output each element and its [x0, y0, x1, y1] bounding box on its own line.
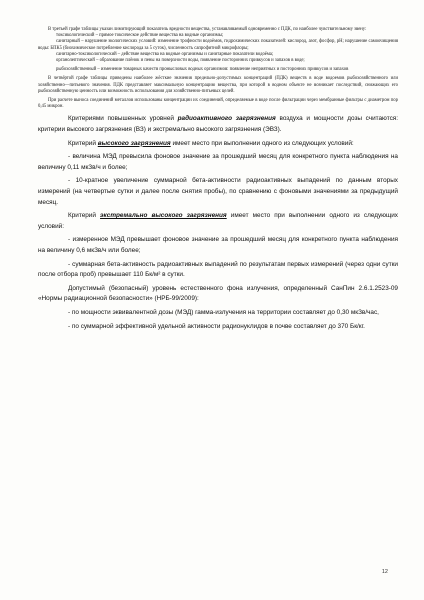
paragraph-extreme-contamination: Критерий экстремально высокого загрязнения имеет место при выполнении одного из следующих условий: — [38, 212, 399, 230]
paragraph-gamma-dose: - по мощности эквивалентной дозы (МЭД) гамма-излучения на территории составляет до 0,30 мкЗв/час, — [68, 308, 379, 316]
paragraph-metal-calculation: При расчете выноса соединений металлов использованы концентрации их соединений, определяемые в воде после фильтрации через мембранные фильтры с диаметром пор 0,45 микрон. — [38, 98, 398, 110]
footnote-section — [38, 27, 398, 110]
paragraph-sanitary: санитарный – нарушение экологических условий: изменение трофности водоёмов, гидрохимических показателей: кислород, азот, фосфор, рН; нарушение самоочищения воды: БПК5 (биохимическое потребление кислорода за 5 суток), численность сапрофитной микрофлоры; — [38, 39, 398, 51]
paragraph-sanitary-toxicological: санитарно-токсикологический – действие вещества на водные организмы и санитарные показатели водоёма; — [56, 51, 274, 57]
paragraph-organoleptic: органолептический – образование плёнок и пены на поверхности воды, появление посторонних привкусов и запахов в воде; — [56, 58, 305, 64]
paragraph-high-contamination: Критерий высокого загрязнения имеет место при выполнении одного из следующих условий: — [68, 139, 354, 147]
paragraph-permissible-level: Допустимый (безопасный) уровень естественного фона излучения, определенный СанПин 2.6.1.2523-09 «Нормы радиационной безопасности» (НРБ-99/2009): — [38, 284, 398, 303]
page-content — [38, 27, 398, 332]
paragraph-condition-beta: - 10-кратное увеличение суммарной бета-активности радиоактивных выпадений по данным вторых измерений (на четвертые сутки и далее после снятия пробы), по сравнению с фоновыми значениями за предыдущий месяц. — [38, 177, 398, 206]
paragraph-toxicological: токсикологический – прямое токсическое действие вещества на водные организмы; — [56, 33, 224, 39]
paragraph-soil-activity: - по суммарной эффективной удельной активности радионуклидов в почве составляет до 370 Бк/кг. — [68, 322, 365, 330]
paragraph-fishery: рыбохозяйственный – изменение товарных качеств промысловых водных организмов: появление неприятных и посторонних привкусов и запахов — [56, 67, 349, 73]
paragraph-extreme-beta: - суммарная бета-активность радиоактивных выпадений по результатам первых измерений (через одни сутки после отбора проб) превышает 110 Бк/м² в сутки. — [38, 260, 398, 279]
paragraph-condition-med: - величина МЭД превысила фоновое значение за прошедший месяц для конкретного пункта наблюдения на величину 0,11 мкЗв/ч и более; — [38, 153, 398, 171]
emphasis-radioactive-contamination: радиоактивного загрязнения — [177, 115, 276, 123]
paragraph-extreme-med: - измеренное МЭД превышает фоновое значение за прошедший месяц для конкретного пункта наблюдения на величину 0,6 мкЗв/ч или более; — [38, 236, 398, 254]
paragraph-mpc-description: В четвёртой графе таблицы приведены наиболее жёсткие значения предельно-допустимых концентраций (ПДК) веществ в воде водоемов рыбохозяйственного или хозяйственно—питьевого значения. ПДК представляет максимальную концентрацию вещества, при которой в водном объекте не возникает последствий, снижающих его рыбохозяйственную ценность или возможность использования для хозяйственно-питьевых целей. — [38, 76, 398, 94]
main-text-section — [38, 114, 398, 332]
paragraph-criteria-intro: Критериями повышенных уровней радиоактивного загрязнения воздуха и мощности дозы считаются: критерии высокого загрязнения (ВЗ) и экстремально высокого загрязнения (ЭВЗ). — [38, 115, 398, 134]
page-number: 12 — [381, 569, 388, 575]
emphasis-high-contamination: высокого загрязнения — [97, 139, 171, 147]
emphasis-extreme-contamination: экстремально высокого загрязнения — [100, 212, 227, 220]
paragraph-limiting-indicator: В третьей графе таблицы указан лимитирующий показатель вредности вещества, устанавливаемый одновременно с ПДК, по наиболее чувствительному звену: — [48, 27, 367, 32]
